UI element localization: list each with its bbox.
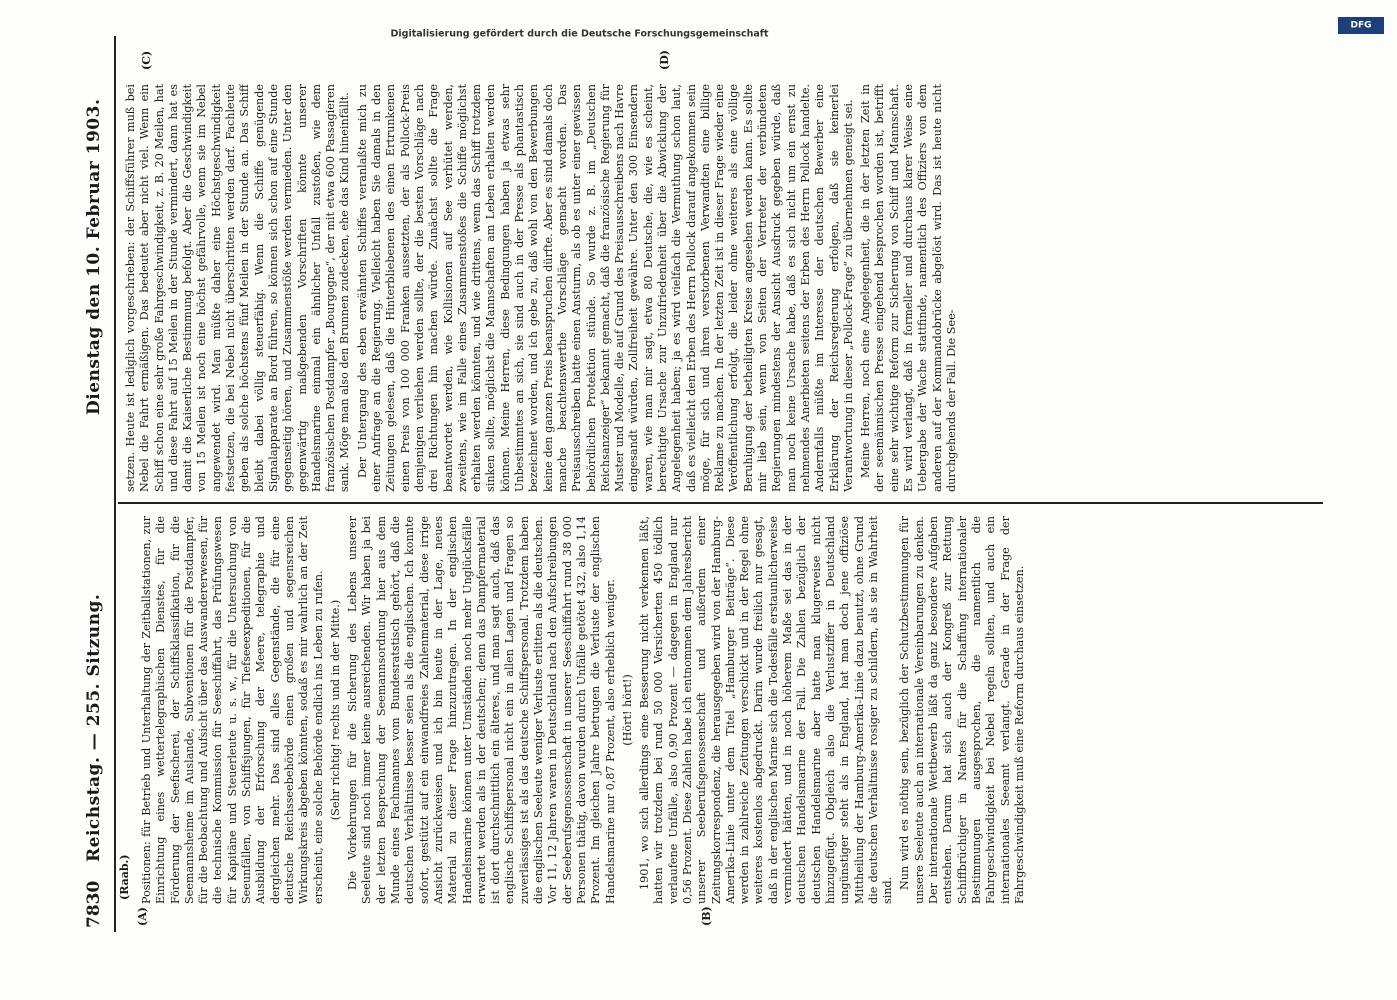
interjection: (Hört! hört!): [620, 674, 634, 746]
paragraph: Meine Herren, noch eine Angelegenheit, die in der letzten Zeit in der seemännischen Presse eingehend besprochen worden ist, betrifft eine sehr wichtige Reform zur Sicherung von Schiff und Mannschaft. Es wird verlangt, daß in formeller und durchaus klarer Weise eine Uebergabe der Wache stattfinde, namentlich des Offiziers von dem anderen auf der Kommandobrücke abgelöst wird. Das ist heute nicht durchgehends der Fall. Die See-: [859, 84, 958, 492]
left-column: [124, 516, 1340, 904]
paragraph: setzen. Heute ist lediglich vorgeschrieben: der Schiffsführer muß bei Nebel die Fahrt ermäßigen. Das bedeutet aber nicht viel. Wenn ein Schiff schon eine sehr große Fahrgeschwindigkeit, z. B. 20 Meilen, hat und diese Fahrt auf 15 Meilen in der Stunde vermindert, dann hat es damit die Kaiserliche Bestimmung befolgt. Aber die Geschwindigkeit von 15 Meilen ist noch eine höchst gefährvolle, wenn sie im Nebel angewendet wird. Man müßte daher eine Höchstgeschwindigkeit festsetzen, die bei Nebel nicht überschritten werden darf. Fachleute geben als solche höchstens fünf Meilen in der Stunde an. Das Schiff bleibt dabei völlig steuerfähig. Wenn die Schiffe genügende Signalapparate an Bord führen, so können sich schon auf eine Stunde gegenseitig hören, und Zusammenstöße werden vermieden. Unter den gegenwärtig maßgebenden Vorschriften könnte unserer Handelsmarine einmal ein ähnlicher Unfall zustoßen, wie dem französischen Postdampfer „Bourgogne“, der mit etwa 600 Passagieren sank. Möge man also den Brunnen zudecken, ehe das Kind hineinfällt.: [124, 84, 352, 492]
digitization-credit: Digitalisierung gefördert durch die Deutsche Forschungsgemeinschaft: [390, 28, 769, 40]
paragraph: Die Vorkehrungen für die Sicherung des Lebens unserer Seeleute sind noch immer keine ausreichenden. Wir haben ja bei der letzten Besprechung der Seemannsordnung hier aus dem Munde eines Fachmannes vom Bundesratstisch gehört, daß die deutschen Verhältnisse besser seien als die englischen. Ich konnte sofort, gestützt auf ein einwandfreies Zahlenmaterial, diese irrige Ansicht zurückweisen und ich bin heute in der Lage, neues Material zu dieser Frage hinzuzutragen. In der englischen Handelsmarine können unter Umständen noch mehr Unglücksfälle erwartet werden als in der deutschen; denn das Dampfermaterial ist dort durchschnittlich ein älteres, und man sagt auch, daß das englische Schiffspersonal nicht ein in allen Lagen und Fragen so zuverlässiges ist als das deutsche Schiffspersonal. Trotzdem haben die englischen Seeleute weniger Verluste erlitten als die deutschen. Vor 11, 12 Jahren waren in Deutschland nach den Aufschreibungen der Seeberufsgenossenschaft in unserer Seeschiffahrt rund 38 000 Personen thätig, davon wurden durch Unfälle getötet 432, also 1,14 Prozent. Im gleichen Jahre betrugen die Verluste der englischen Handelsmarine nur 0,87 Prozent, also erheblich weniger.: [346, 516, 617, 904]
right-column: [124, 84, 1324, 492]
header-rule: [114, 36, 116, 932]
paragraph: 1901, wo sich allerdings eine Besserung nicht verkennen läßt, hatten wir trotzdem bei rund 50 000 Versicherten 450 tödlich verlaufene Unfälle, also 0,90 Prozent — dagegen in England nur 0,56 Prozent. Diese Zahlen habe ich entnommen dem Jahresbericht unserer Seeberufsgenossenschaft und außerdem einer Zeitungskorrespondenz, die herausgegeben wird von der Hamburg-Amerika-Linie unter dem Titel „Hamburger Beiträge“. Diese werden in zahlreiche Zeitungen verschickt und in der Regel ohne weiteres kostenlos abgedruckt. Darin wurde freilich nur gesagt, daß in der englischen Marine sich die Todesfälle erstaunlicherweise vermindert hätten, und in noch höherem Maße sei das in der deutschen Handelsmarine der Fall. Die Zahlen bezüglich der deutschen Handelsmarine aber hatte man klugerweise nicht hinzugefügt. Obgleich also die Verlustziffer in Deutschland ungünstiger steht als in England, hat man doch jene offiziöse Mittheilung der Hamburg-Amerika-Linie dazu benutzt, ohne Grund die deutschen Verhältnisse rosiger zu schildern, als sie in Wahrheit sind.: [638, 516, 895, 904]
dfg-logo: [1338, 17, 1384, 34]
page-header: [80, 0, 110, 1000]
dfg-logo-text: DFG: [1350, 20, 1372, 31]
session-date: Dienstag den 10. Februar 1903.: [84, 98, 104, 415]
margin-mark-b: (B): [700, 906, 713, 926]
margin-mark-a: (A): [136, 907, 149, 926]
margin-mark-d: (D): [658, 50, 671, 70]
paragraph: Positionen: für Betrieb und Unterhaltung der Zeitballstationen, zur Einrichtung eines wettertelegraphischen Dienstes, für die Förderung der Seefischerei, der Schiffsklassifikation, für die Seemannsheime im Auslande, Subventionen für die Postdampfer, für die Beobachtung und Aufsicht über das Auswandererwesen, für die technische Kommission für Seeschiffahrt, das Prüfungswesen für Kapitäne und Steuerleute u. s. w., für die Untersuchung von Seeunfällen, von Schiffsjungen, für Tiefseeexpeditionen, für die Ausbildung der Erforschung der Meere, telegraphie und dergleichen mehr. Das sind alles Gegenstände, die für eine deutsche Reichsseebehörde einen großen und segensreichen Wirkungskreis abgeben könnten, sodaß es mir wahrlich an der Zeit erscheint, eine solche Behörde endlich ins Leben zu rufen.: [140, 516, 325, 904]
digitization-footer: [0, 16, 1397, 40]
interjection: (Sehr richtig! rechts und in der Mitte.): [328, 599, 342, 821]
paragraph: Nun wird es nöthig sein, bezüglich der Schutzbestimmungen für unsere Seeleute auch an internationale Vereinbarungen zu denken. Der internationale Wettbewerb läßt da ganz besondere Aufgaben entstehen. Darum hat sich auch der Kongreß zur Rettung Schiffbrüchiger in Nantes für die Schaffung internationaler Bestimmungen ausgesprochen, die namentlich die Fahrgeschwindigkeit bei Nebel regeln sollten, und auch ein internationales Seeamt verlangt. Gerade in der Frage der Fahrgeschwindigkeit muß eine Reform durchaus einsetzen.: [898, 516, 1026, 904]
paragraph: Der Untergang des eben erwähnten Schiffes veranlaßte mich zu einer Anfrage an die Regierung. Vielleicht haben Sie damals in den Zeitungen gelesen, daß die Hinterbliebenen des einen Ertrunkenen einen Preis von 100 000 Franken aussetzten, der als Pollock-Preis demjenigen verliehen werden sollte, der die besten Vorschläge nach drei Richtungen hin machen würde. Zunächst sollte die Frage beantwortet werden, wie Kollisionen auf See verhütet werden, zweitens, wie im Falle eines Zusammenstoßes die Schiffe möglichst erhalten werden könnten, und wie drittens, wenn das Schiff trotzdem sinken sollte, möglichst die Mannschaften am Leben erhalten werden können. Meine Herren, diese Bedingungen haben ja etwas sehr Unbestimmtes an sich, sie sind auch in der Presse als phantastisch bezeichnet worden, und ich gebe zu, daß wohl von den Bewerbungen keine den ganzen Preis beanspruchen dürfte. Aber es sind damals doch manche beachtenswerthe Vorschläge gemacht worden. Das Preisausschreiben hatte einen Ansturm, als ob es unter einer gewissen behördlichen Protektion stünde. So wurde z. B. im „Deutschen Reichsanzeiger“ bekannt gemacht, daß die französische Regierung für Muster und Modelle, die auf Grund des Preisausschreibens nach Havre eingesandt würden, Zollfreiheit gewähre. Unter den 300 Einsendern waren, wie man mir sagt, etwa 80 Deutsche, die, wie es scheint, berechtigte Ursache zur Unzufriedenheit über die Abwicklung der Angelegenheit haben; ja es wird vielfach die Vermuthung schon laut, daß es vielleicht den Erben des Herrn Pollock darauf angekommen sein möge, für sich und ihren verstorbenen Verwandten eine billige Reklame zu machen. In der letzten Zeit ist in dieser Frage wieder eine Veröffentlichung erfolgt, die leider ohne weiteres als eine völlige Beruhigung der betheiligten Kreise angesehen werden kann. Es sollte mir lieb sein, wenn von Seiten der Vertreter der verbündeten Regierungen mindestens der Ansicht Ausdruck gegeben würde, daß man noch keine Ursache habe, daß es sich nicht um ein ernst zu nehmendes Anerbieten seitens der Erben des Herrn Pollock handelte. Andernfalls müßte im Interesse der deutschen Bewerber eine Erklärung der Reichsregierung erfolgen, daß sie keinerlei Verantwortung in dieser „Pollock-Frage“ zu übernehmen geneigt sei.: [355, 84, 855, 492]
margin-mark-c: (C): [140, 50, 153, 70]
speaker-mark: (Raab.): [118, 854, 131, 900]
page-title: Reichstag. — 255. Sitzung.: [84, 593, 104, 862]
page-number: 7830: [84, 880, 104, 928]
column-divider: [118, 502, 1323, 504]
